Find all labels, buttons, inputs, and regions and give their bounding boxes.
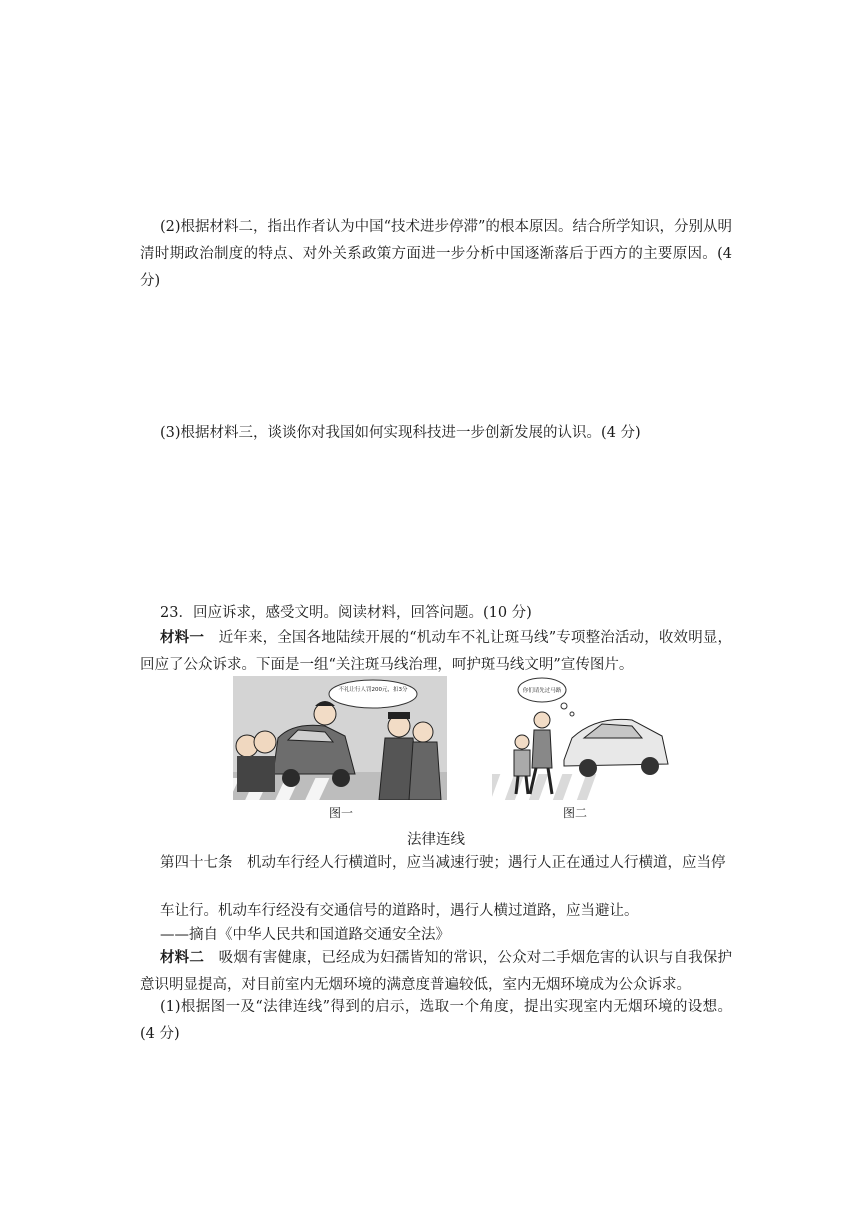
figure-1-caption: 图一 xyxy=(328,806,353,820)
q22-part2-text: (2)根据材料二，指出作者认为中国“技术进步停滞”的根本原因。结合所学知识，分别从明清时期政治制度的特点、对外关系政策方面进一步分析中国逐渐落后于西方的主要原因。(4 分) xyxy=(140,219,732,289)
figure-1-bubble: 不礼让行人罚200元，扣3分 xyxy=(338,687,408,693)
figure-2-caption: 图二 xyxy=(562,806,587,820)
q23-part1-text: (1)根据图一及“法律连线”得到的启示，选取一个角度，提出实现室内无烟环境的设想。(4 分) xyxy=(140,999,732,1042)
material1-text: 近年来，全国各地陆续开展的“机动车不礼让斑马线”专项整治活动，收效明显，回应了公众诉求。下面是一组“关注斑马线治理，呵护斑马线文明”宣传图片。 xyxy=(140,630,733,673)
q23-stem: 23．回应诉求，感受文明。阅读材料，回答问题。(10 分) xyxy=(160,605,532,621)
q23-material1 xyxy=(140,624,732,679)
law-source: ——摘自《中华人民共和国道路交通安全法》 xyxy=(160,927,450,943)
law-article-line1: 第四十七条 机动车行经人行横道时，应当减速行驶；遇行人正在通过人行横道，应当停 xyxy=(160,855,726,871)
figure-2-bubble: 你们请先过马路 xyxy=(522,688,562,694)
figure-1-cartoon xyxy=(233,676,447,800)
figure-2-cartoon xyxy=(492,676,674,800)
material2-text: 吸烟有害健康，已经成为妇孺皆知的常识，公众对二手烟危害的认识与自我保护意识明显提高，对目前室内无烟环境的满意度普遍较低，室内无烟环境成为公众诉求。 xyxy=(140,950,732,993)
material2-label: 材料二 xyxy=(160,949,205,966)
material1-label: 材料一 xyxy=(160,629,204,646)
law-article-line2: 车让行。机动车行经没有交通信号的道路时，遇行人横过道路，应当避让。 xyxy=(160,903,639,919)
q23-material2 xyxy=(140,944,732,999)
law-link-title: 法律连线 xyxy=(407,832,465,848)
q22-part3-text: (3)根据材料三，谈谈你对我国如何实现科技进一步创新发展的认识。(4 分) xyxy=(160,425,641,441)
